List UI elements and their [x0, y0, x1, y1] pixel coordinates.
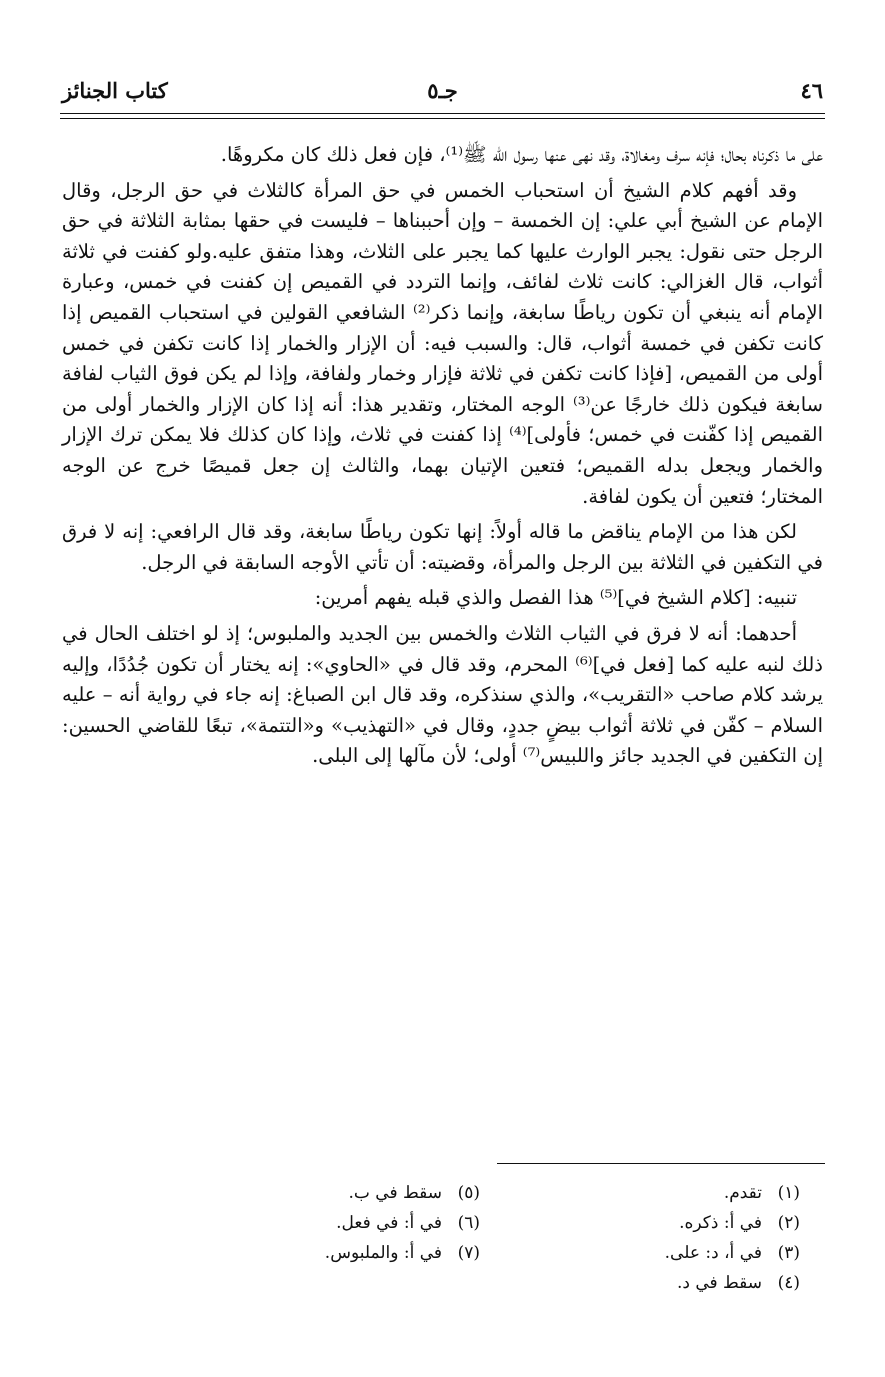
footnote-text: في أ: ذكره.: [679, 1213, 762, 1233]
footnote-number: (٥): [457, 1183, 480, 1203]
footnote-number: (٤): [777, 1273, 800, 1293]
main-text: [62, 140, 823, 777]
footnotes-column-left: [200, 1178, 480, 1298]
footnote-number: (٧): [457, 1243, 480, 1263]
paragraph: على ما ذكرناه بحال؛ فإنه سرف ومغالاة، وقد نهى عنها رسول الله ﷺ⁽¹⁾، فإن فعل ذلك كان مكروهًا.: [220, 143, 823, 166]
footnote-text: سقط في د.: [676, 1273, 762, 1293]
footnote: [520, 1238, 800, 1268]
book-title: كتاب الجنائز: [62, 78, 168, 103]
footnote-text: في أ: في فعل.: [336, 1213, 442, 1233]
footnote-text: في أ: والملبوس.: [324, 1243, 442, 1263]
footnote-number: (٦): [457, 1213, 480, 1233]
paragraph: وقد أفهم كلام الشيخ أن استحباب الخمس في حق المرأة كالثلاث في حق الرجل، وقال الإمام عن الشيخ أبي علي: إن الخمسة – وإن أحببناها – فليست في حقها بمثابة الثلاثة في حق الرجل حتى نقول: يجبر الوارث عليها كما يجبر على الثلاث، وهذا متفق عليه.ولو كفنت في ثلاثة أثواب، قال الغزالي: كانت ثلاث لفائف، وإنما التردد في القميص إن كفنت في خمس، وعبارة الإمام أنه ينبغي أن تكون رياطًا سابغة، وإنما ذكر⁽²⁾ الشافعي القولين في استحباب القميص إذا كانت تكفن في خمسة أثواب، قال: والسبب فيه: أن الإزار والخمار إذا كانت تكفن في خمس أولى من القميص، [فإذا كانت تكفن في ثلاثة فإزار وخمار ولفافة، وإذا لم يكن فوق الثياب لفافة سابغة فيكون ذلك خارجًا عن⁽³⁾ الوجه المختار، وتقدير هذا: أنه إذا كان الإزار والخمار أولى من القميص إذا كفّنت في خمس؛ فأولى]⁽⁴⁾ إذا كفنت في ثلاث، وإذا كان كذلك فلا يمكن ترك الإزار والخمار ويجعل بدله القميص؛ فتعين الإتيان بهما، والثالث إن جعل قميصًا خرج عن الوجه المختار؛ فتعين أن يكون لفافة.: [62, 178, 824, 508]
footnote: [200, 1208, 480, 1238]
volume-label: جـ٥: [427, 78, 458, 103]
footnote-number: (٣): [777, 1243, 800, 1263]
header-rule-double: [60, 118, 825, 119]
page-header: [62, 78, 823, 108]
header-rule: [60, 113, 825, 114]
footnote: [520, 1268, 800, 1298]
footnote-text: تقدم.: [723, 1183, 762, 1203]
footnote-text: في أ، د: على.: [664, 1243, 762, 1263]
paragraph: تنبيه: [كلام الشيخ في]⁽⁵⁾ هذا الفصل والذي قبله يفهم أمرين:: [314, 586, 797, 610]
footnote-number: (٢): [777, 1213, 800, 1233]
footnote: [520, 1208, 800, 1238]
footnote: [200, 1238, 480, 1268]
footnote-text: سقط في ب.: [348, 1183, 442, 1203]
footnote: [520, 1178, 800, 1208]
footnotes-column-right: [520, 1178, 800, 1298]
page-number: ٤٦: [800, 78, 823, 103]
paragraph: أحدهما: أنه لا فرق في الثياب الثلاث والخمس بين الجديد والملبوس؛ إذ لو اختلف الحال في ذلك لنبه عليه كما [فعل في]⁽⁶⁾ المحرم، وقد قال في «الحاوي»: إنه يختار أن تكون جُدُدًا، وإليه يرشد كلام صاحب «التقريب»، والذي سنذكره، وقد قال ابن الصباغ: إنه جاء في رواية أنه – عليه السلام – كفّن في ثلاثة أثواب بيضٍ جددٍ، وقال في «التهذيب» و«التتمة»، تبعًا للقاضي الحسين: إن التكفين في الجديد جائز واللبيس⁽⁷⁾ أولى؛ لأن مآلها إلى البلى.: [62, 621, 823, 768]
footnotes: [200, 1178, 800, 1298]
footnote: [200, 1178, 480, 1208]
footnote-number: (١): [777, 1183, 800, 1203]
footnote-separator: [497, 1163, 825, 1164]
paragraph: لكن هذا من الإمام يناقض ما قاله أولاً: إنها تكون رياطًا سابغة، وقد قال الرافعي: إنه لا فرق في التكفين في الثلاثة بين الرجل والمرأة، وقضيته: أن تأتي الأوجه السابقة في الرجل.: [62, 520, 823, 574]
